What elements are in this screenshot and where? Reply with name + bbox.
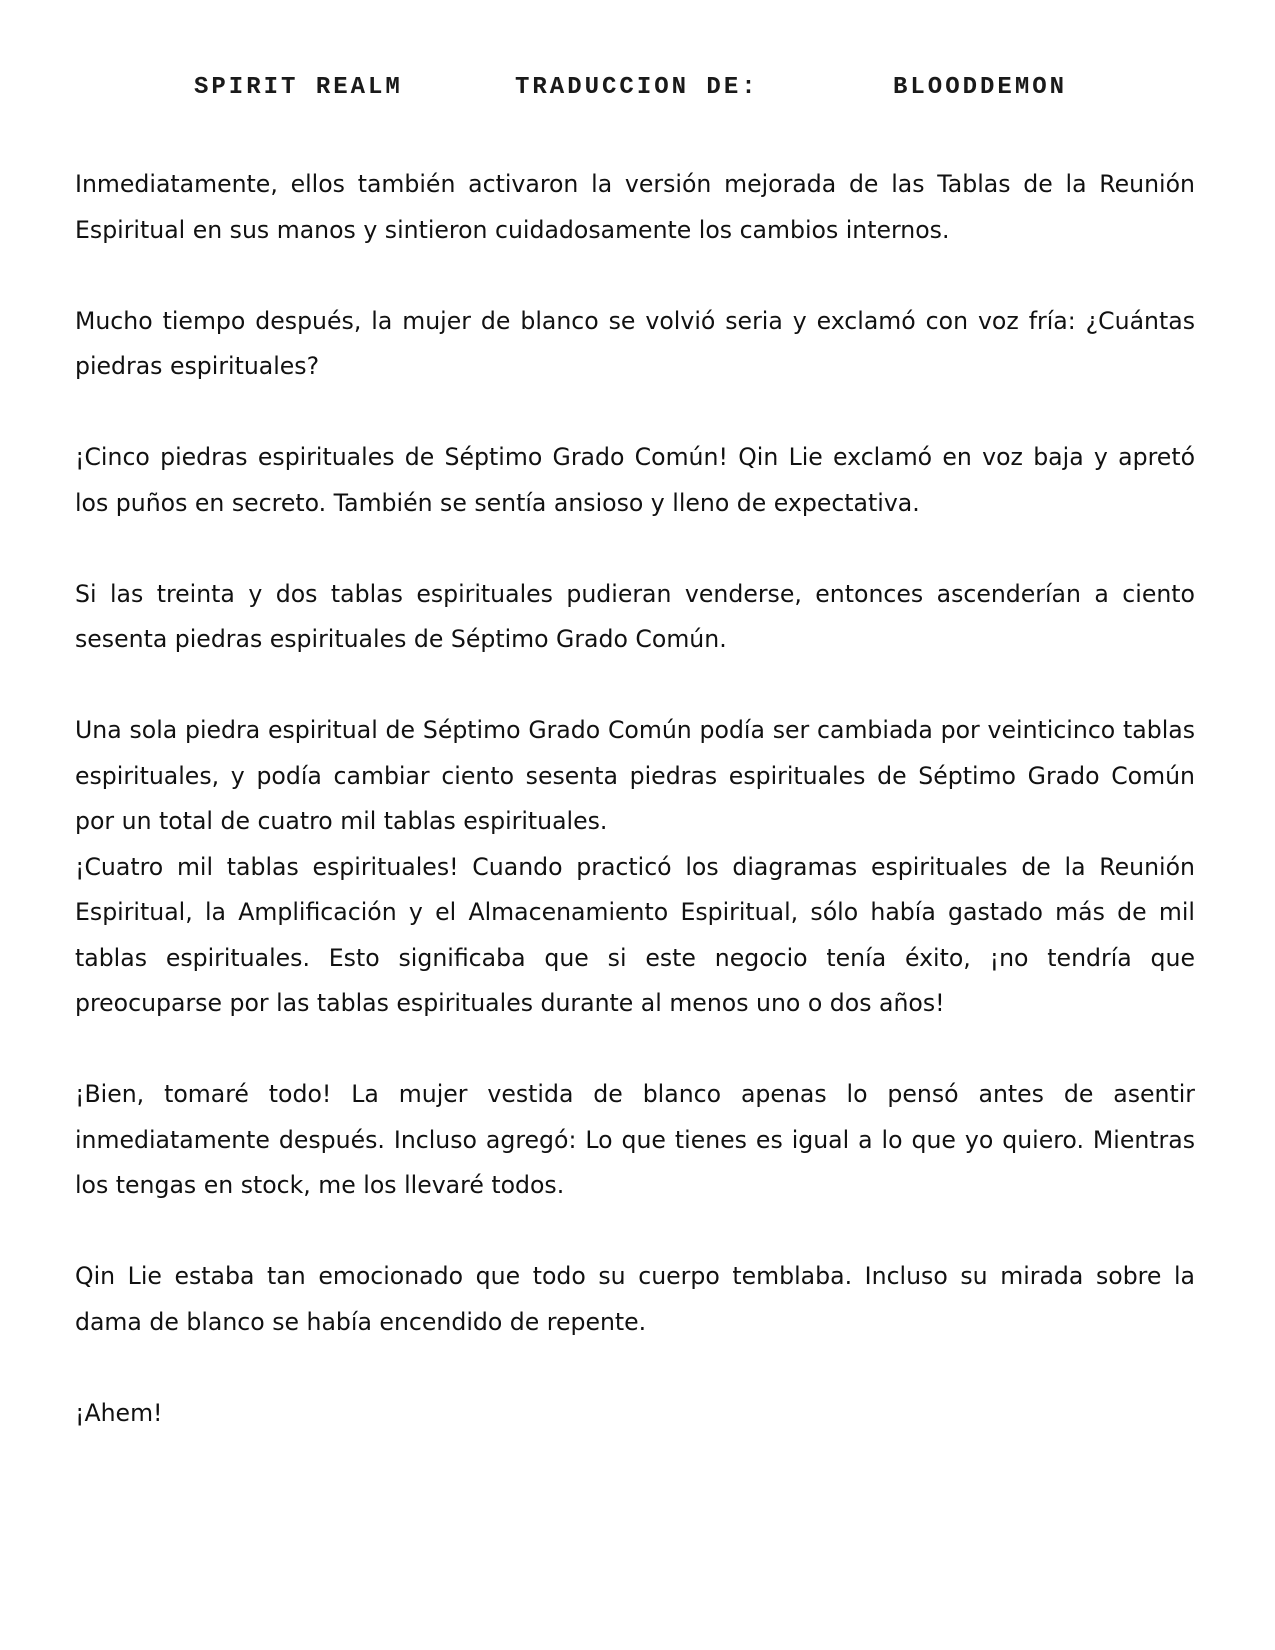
document-body — [75, 162, 1195, 1436]
paragraph: Si las treinta y dos tablas espirituales pudieran venderse, entonces ascenderían a ciento sesenta piedras espirituales de Séptimo Grado Común. — [75, 579, 1195, 653]
paragraph: ¡Cinco piedras espirituales de Séptimo Grado Común! Qin Lie exclamó en voz baja y apretó los puños en secreto. También se sentía ansioso y lleno de expectativa. — [75, 443, 1195, 517]
paragraph: Inmediatamente, ellos también activaron la versión mejorada de las Tablas de la Reunión Espiritual en sus manos y sintieron cuidadosamente los cambios internos. — [75, 170, 1195, 244]
paragraph: ¡Ahem! — [75, 1398, 163, 1427]
paragraph: Una sola piedra espiritual de Séptimo Grado Común podía ser cambiada por veinticinco tablas espirituales, y podía cambiar ciento sesenta piedras espirituales de Séptimo Grado Común por un total de cuatro mil tablas espirituales. — [75, 716, 1195, 835]
header-translator-name: BLOODDEMON — [893, 74, 1068, 101]
header-novel-title: SPIRIT REALM — [194, 74, 403, 101]
paragraph: ¡Bien, tomaré todo! La mujer vestida de blanco apenas lo pensó antes de asentir inmediatamente después. Incluso agregó: Lo que tienes es igual a lo que yo quiero. Mientras los tengas en stock, me los llevaré todos. — [75, 1080, 1195, 1199]
paragraph: Mucho tiempo después, la mujer de blanco se volvió seria y exclamó con voz fría: ¿Cuántas piedras espirituales? — [75, 306, 1195, 380]
header-translation-label: TRADUCCION DE: — [515, 74, 759, 101]
paragraph: ¡Cuatro mil tablas espirituales! Cuando practicó los diagramas espirituales de la Reunión Espiritual, la Amplificación y el Almacenamiento Espiritual, sólo había gastado más de mil tablas espirituales. Esto significaba que si este negocio tenía éxito, ¡no tendría que preocuparse por las tablas espirituales durante al menos uno o dos años! — [75, 852, 1195, 1017]
paragraph: Qin Lie estaba tan emocionado que todo su cuerpo temblaba. Incluso su mirada sobre la dama de blanco se había encendido de repente. — [75, 1262, 1195, 1336]
page-header — [0, 74, 1275, 108]
